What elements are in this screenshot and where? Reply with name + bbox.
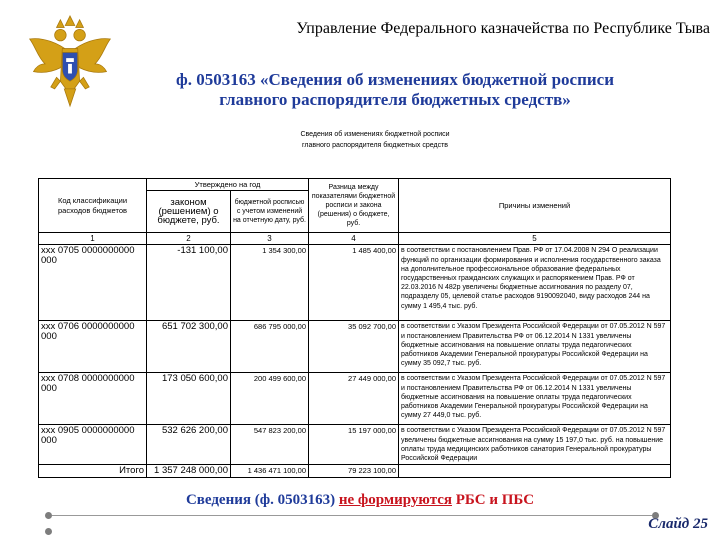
table-row — [39, 245, 671, 321]
row-law: -131 100,00 — [147, 245, 231, 321]
row-code: xxx 0708 0000000000 000 — [39, 373, 147, 425]
bottom-note — [0, 492, 720, 509]
note-prefix: Сведения (ф. 0503163) — [185, 492, 339, 508]
subtitle-line1: Сведения об изменениях бюджетной росписи — [300, 131, 450, 138]
col-number-5: 5 — [399, 233, 671, 245]
header-diff: Разница между показателями бюджетной росписи и закона (решения) о бюджете, руб. — [309, 179, 399, 233]
department-title: Управление Федерального казначейства по Республике Тыва — [296, 20, 710, 37]
row-diff: 27 449 000,00 — [309, 373, 399, 425]
total-diff: 79 223 100,00 — [309, 465, 399, 477]
col-number-1: 1 — [39, 233, 147, 245]
form-title — [150, 70, 640, 110]
row-list: 200 499 600,00 — [231, 373, 309, 425]
table-row — [39, 321, 671, 373]
decor-rule — [52, 515, 652, 516]
row-reason: в соответствии с постановлением Прав. РФ от 17.04.2008 N 294 О реализации функций по организации формирования и исполнения государственного заказа на дополнительное профессиональное образование федеральных государственных гражданских служащих и распоряжением Прав. РФ от 22.03.2016 N 482р увеличены бюджетные ассигнования по разделу 07, подразделу 05, целевой статье расходов 9190092040, виду расходов 244 на сумму 1 495,4 тыс. руб. — [399, 245, 671, 321]
treasury-emblem-icon — [22, 14, 118, 110]
row-list: 547 823 200,00 — [231, 425, 309, 465]
row-law: 173 050 600,00 — [147, 373, 231, 425]
total-label: Итого — [39, 465, 147, 477]
form-title-line1: ф. 0503163 «Сведения об изменениях бюджетной росписи — [176, 70, 614, 89]
report-subtitle — [230, 129, 520, 151]
total-list: 1 436 471 100,00 — [231, 465, 309, 477]
header-reasons: Причины изменений — [399, 179, 671, 233]
col-number-2: 2 — [147, 233, 231, 245]
row-law: 651 702 300,00 — [147, 321, 231, 373]
header-approved: Утверждено на год — [147, 179, 309, 191]
decor-dot-left — [45, 512, 52, 519]
total-law: 1 357 248 000,00 — [147, 465, 231, 477]
table-row — [39, 373, 671, 425]
row-list: 1 354 300,00 — [231, 245, 309, 321]
budget-changes-table — [38, 178, 671, 478]
total-row — [39, 465, 671, 477]
row-code: xxx 0905 0000000000 000 — [39, 425, 147, 465]
row-code: xxx 0705 0000000000 000 — [39, 245, 147, 321]
form-title-line2: главного распорядителя бюджетных средств» — [219, 90, 571, 109]
row-list: 686 795 000,00 — [231, 321, 309, 373]
row-reason: в соответствии с Указом Президента Российской Федерации от 07.05.2012 N 597 увеличены бюджетные ассигнования на сумму 15 197,0 тыс. руб. на повышение оплаты труда медицинских работников санатория Генеральной прокуратуры Российской Федерации — [399, 425, 671, 465]
decor-dot-corner — [45, 528, 52, 535]
row-diff: 1 485 400,00 — [309, 245, 399, 321]
slide-number: Слайд 25 — [648, 516, 708, 532]
row-reason: в соответствии с Указом Президента Российской Федерации от 07.05.2012 N 597 и постановлением Правительства РФ от 06.12.2014 N 1331 увеличены бюджетные ассигнования на повышение оплаты труда педагогических работников Академии Генеральной прокуратуры Российской Федерации на сумму 27 449,0 тыс. руб. — [399, 373, 671, 425]
header-list: бюджетной росписью с учетом изменений на отчетную дату, руб. — [231, 191, 309, 233]
header-code: Код классификации расходов бюджетов — [39, 179, 147, 233]
row-code: xxx 0706 0000000000 000 — [39, 321, 147, 373]
total-reason-empty — [399, 465, 671, 477]
col-number-3: 3 — [231, 233, 309, 245]
row-diff: 15 197 000,00 — [309, 425, 399, 465]
row-diff: 35 092 700,00 — [309, 321, 399, 373]
row-law: 532 626 200,00 — [147, 425, 231, 465]
note-suffix: РБС и ПБС — [452, 492, 535, 508]
row-reason: в соответствии с Указом Президента Российской Федерации от 07.05.2012 N 597 и постановлением Правительства РФ от 06.12.2014 N 1331 увеличены бюджетные ассигнования на повышение оплаты труда педагогических работников Академии Генеральной прокуратуры Российской Федерации на сумму 35 092,7 тыс. руб. — [399, 321, 671, 373]
table-row — [39, 425, 671, 465]
subtitle-line2: главного распорядителя бюджетных средств — [302, 142, 448, 149]
header-law: законом (решением) о бюджете, руб. — [147, 191, 231, 233]
note-underlined: не формируются — [338, 492, 453, 508]
col-number-4: 4 — [309, 233, 399, 245]
